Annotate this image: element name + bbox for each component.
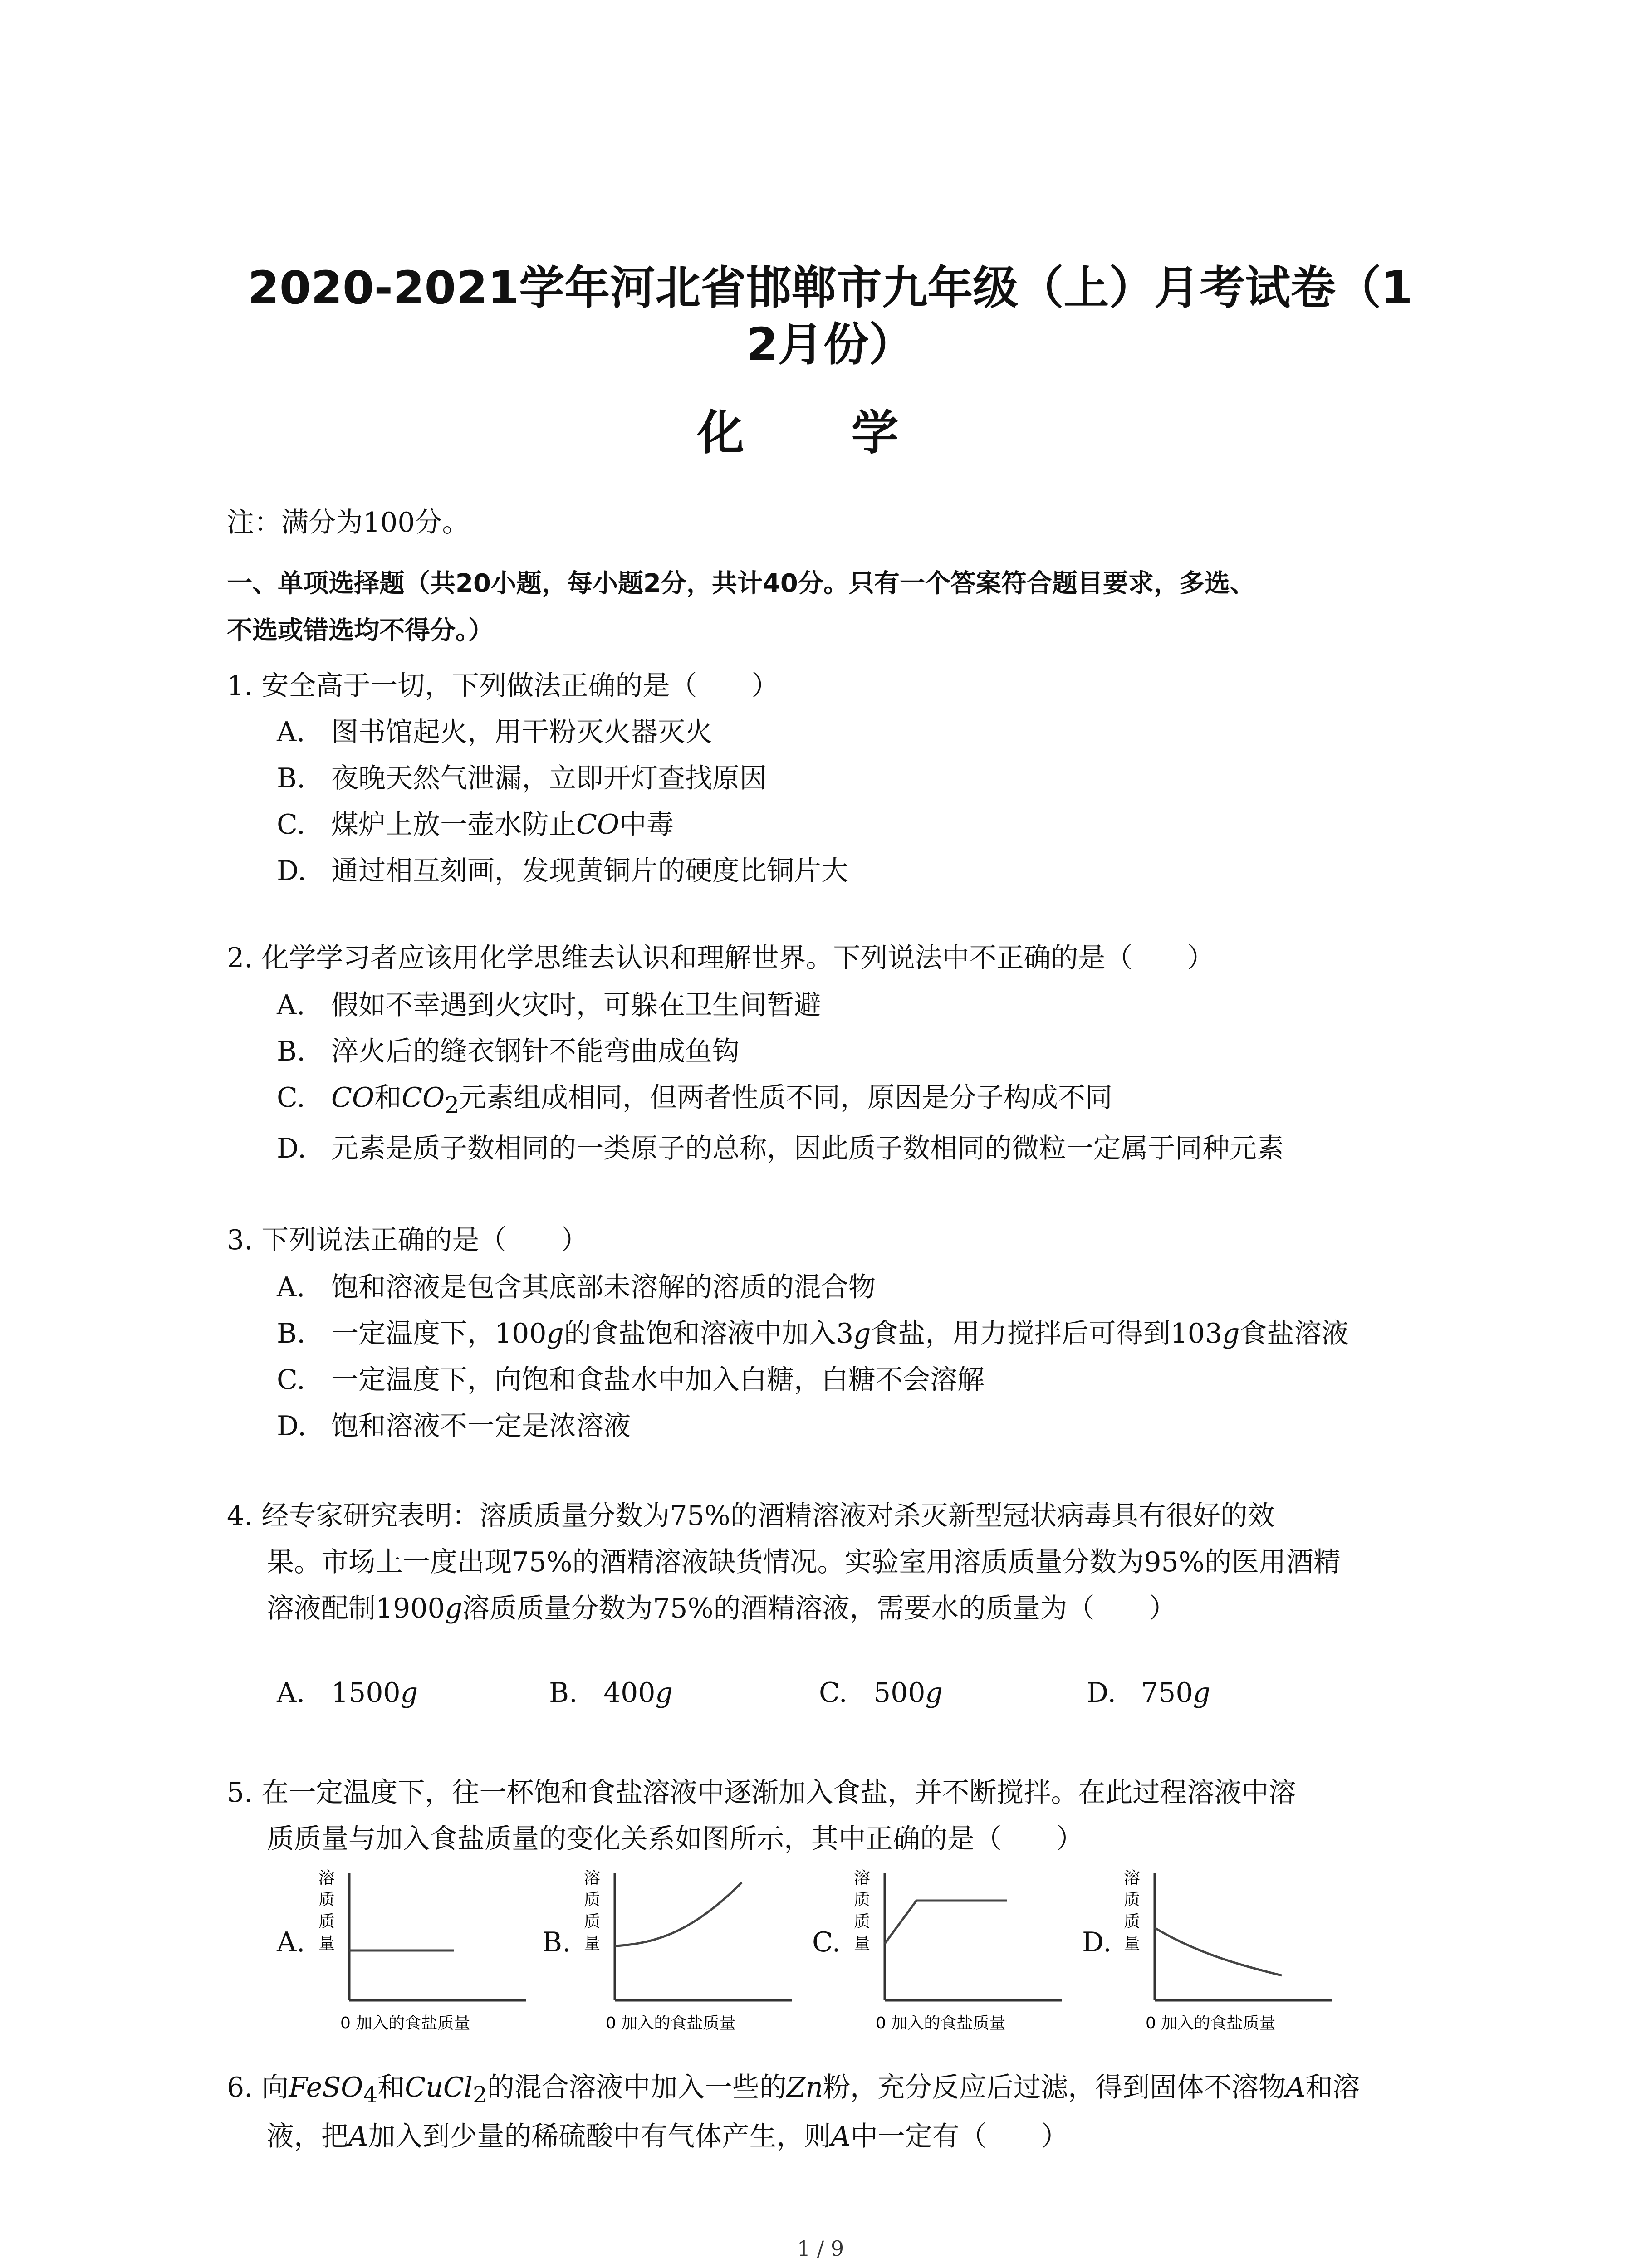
question-6-stem-line1: 6. 向FeSO$_4$和CuCl$_2$的混合溶液中加入一些的Zn粉，充分反应后过滤，得到固体不溶物A和溶 bbox=[227, 2072, 1360, 2108]
question-5-stem-line2: 质质量与加入食盐质量的变化关系如图所示，其中正确的是（ ） bbox=[267, 1823, 1083, 1855]
graph-c bbox=[848, 1864, 1066, 2037]
graph-c-y-char-4: 量 bbox=[854, 1934, 871, 1953]
page-number: 1 / 9 bbox=[797, 2236, 844, 2261]
question-2-option-a: A. 假如不幸遇到火灾时，可躲在卫生间暂避 bbox=[277, 989, 821, 1021]
question-1-option-a: A. 图书馆起火，用干粉灭火器灭火 bbox=[277, 716, 712, 748]
question-2-option-c: C. CO和$CO_2$元素组成相同，但两者性质不同，原因是分子构成不同 bbox=[277, 1082, 1113, 1118]
question-1-option-c: C. 煤炉上放一壶水防止CO中毒 bbox=[277, 809, 674, 841]
graph-a-y-char-1: 溶 bbox=[318, 1869, 335, 1887]
graph-b-y-char-3: 质 bbox=[584, 1912, 601, 1931]
graph-b-y-char-4: 量 bbox=[584, 1934, 601, 1953]
graph-b-x-label: 0 加入的食盐质量 bbox=[606, 2014, 736, 2033]
question-1-stem: 1. 安全高于一切，下列做法正确的是（ ） bbox=[227, 670, 779, 702]
graph-d-curve bbox=[1155, 1928, 1282, 1975]
graph-d-label: D. bbox=[1082, 1926, 1112, 1958]
graph-a-y-char-4: 量 bbox=[318, 1934, 335, 1953]
graph-b-y-char-2: 质 bbox=[584, 1891, 601, 1909]
question-1-option-d: D. 通过相互刻画，发现黄铜片的硬度比铜片大 bbox=[277, 855, 848, 887]
graph-a-y-char-3: 质 bbox=[318, 1912, 335, 1931]
question-4-option-c: C. 500g bbox=[819, 1677, 943, 1709]
graph-a-x-label: 0 加入的食盐质量 bbox=[340, 2014, 470, 2033]
question-4-option-a: A. 1500g bbox=[277, 1677, 418, 1709]
question-5-stem-line1: 5. 在一定温度下，往一杯饱和食盐溶液中逐渐加入食盐，并不断搅拌。在此过程溶液中溶 bbox=[227, 1777, 1296, 1809]
graph-d-y-char-3: 质 bbox=[1124, 1912, 1141, 1931]
question-2-option-d: D. 元素是质子数相同的一类原子的总称，因此质子数相同的微粒一定属于同种元素 bbox=[277, 1133, 1284, 1164]
question-3-option-b: B. 一定温度下，100g的食盐饱和溶液中加入3g食盐，用力搅拌后可得到103g食盐溶液 bbox=[277, 1318, 1349, 1349]
graph-c-y-char-3: 质 bbox=[854, 1912, 871, 1931]
question-4-option-d: D. 750g bbox=[1087, 1677, 1210, 1709]
question-4-option-b: B. 400g bbox=[549, 1677, 673, 1709]
graph-d-y-char-1: 溶 bbox=[1124, 1869, 1141, 1887]
section-heading-line2: 不选或错选均不得分。） bbox=[227, 616, 494, 645]
graph-c-curve bbox=[885, 1901, 1007, 1944]
question-1-option-b: B. 夜晚天然气泄漏，立即开灯查找原因 bbox=[277, 763, 767, 794]
subject-heading: 化 学 bbox=[697, 405, 944, 460]
question-3-option-d: D. 饱和溶液不一定是浓溶液 bbox=[277, 1410, 631, 1442]
graph-c-label: C. bbox=[812, 1926, 841, 1958]
question-2-option-b: B. 淬火后的缝衣钢针不能弯曲成鱼钩 bbox=[277, 1036, 740, 1067]
graph-d-y-char-4: 量 bbox=[1124, 1934, 1141, 1953]
question-4-stem-line1: 4. 经专家研究表明：溶质质量分数为75%的酒精溶液对杀灭新型冠状病毒具有很好的效 bbox=[227, 1500, 1275, 1532]
question-6-stem-line2: 液，把A加入到少量的稀硫酸中有气体产生，则A中一定有（ ） bbox=[267, 2121, 1068, 2152]
graph-a-label: A. bbox=[277, 1926, 305, 1958]
score-note: 注：满分为100分。 bbox=[227, 507, 470, 538]
question-3-stem: 3. 下列说法正确的是（ ） bbox=[227, 1224, 588, 1256]
section-heading-line1: 一、单项选择题（共20小题，每小题2分，共计40分。只有一个答案符合题目要求，多选、 bbox=[227, 569, 1255, 598]
question-4-stem-line3: 溶液配制1900g溶质质量分数为75%的酒精溶液，需要水的质量为（ ） bbox=[267, 1593, 1176, 1624]
graph-c-y-char-1: 溶 bbox=[854, 1869, 871, 1887]
section-heading bbox=[227, 560, 1434, 655]
graph-b bbox=[578, 1864, 796, 2037]
question-2-stem: 2. 化学学习者应该用化学思维去认识和理解世界。下列说法中不正确的是（ ） bbox=[227, 942, 1215, 974]
graph-b-y-char-1: 溶 bbox=[584, 1869, 601, 1887]
graph-d-x-label: 0 加入的食盐质量 bbox=[1146, 2014, 1276, 2033]
graph-a-y-char-2: 质 bbox=[318, 1891, 335, 1909]
graph-b-curve bbox=[615, 1882, 742, 1946]
graph-a bbox=[313, 1864, 531, 2037]
graph-b-label: B. bbox=[542, 1926, 571, 1958]
graph-d bbox=[1118, 1864, 1336, 2037]
question-3-option-a: A. 饱和溶液是包含其底部未溶解的溶质的混合物 bbox=[277, 1271, 876, 1303]
graph-c-y-char-2: 质 bbox=[854, 1891, 871, 1909]
exam-title-line2: 2月份） bbox=[746, 318, 914, 371]
graph-c-x-label: 0 加入的食盐质量 bbox=[876, 2014, 1006, 2033]
graph-d-y-char-2: 质 bbox=[1124, 1891, 1141, 1909]
question-3-option-c: C. 一定温度下，向饱和食盐水中加入白糖，白糖不会溶解 bbox=[277, 1364, 985, 1396]
exam-title-line1: 2020-2021学年河北省邯郸市九年级（上）月考试卷（1 bbox=[248, 261, 1413, 314]
question-4-stem-line2: 果。市场上一度出现75%的酒精溶液缺货情况。实验室用溶质质量分数为95%的医用酒精 bbox=[267, 1546, 1341, 1578]
